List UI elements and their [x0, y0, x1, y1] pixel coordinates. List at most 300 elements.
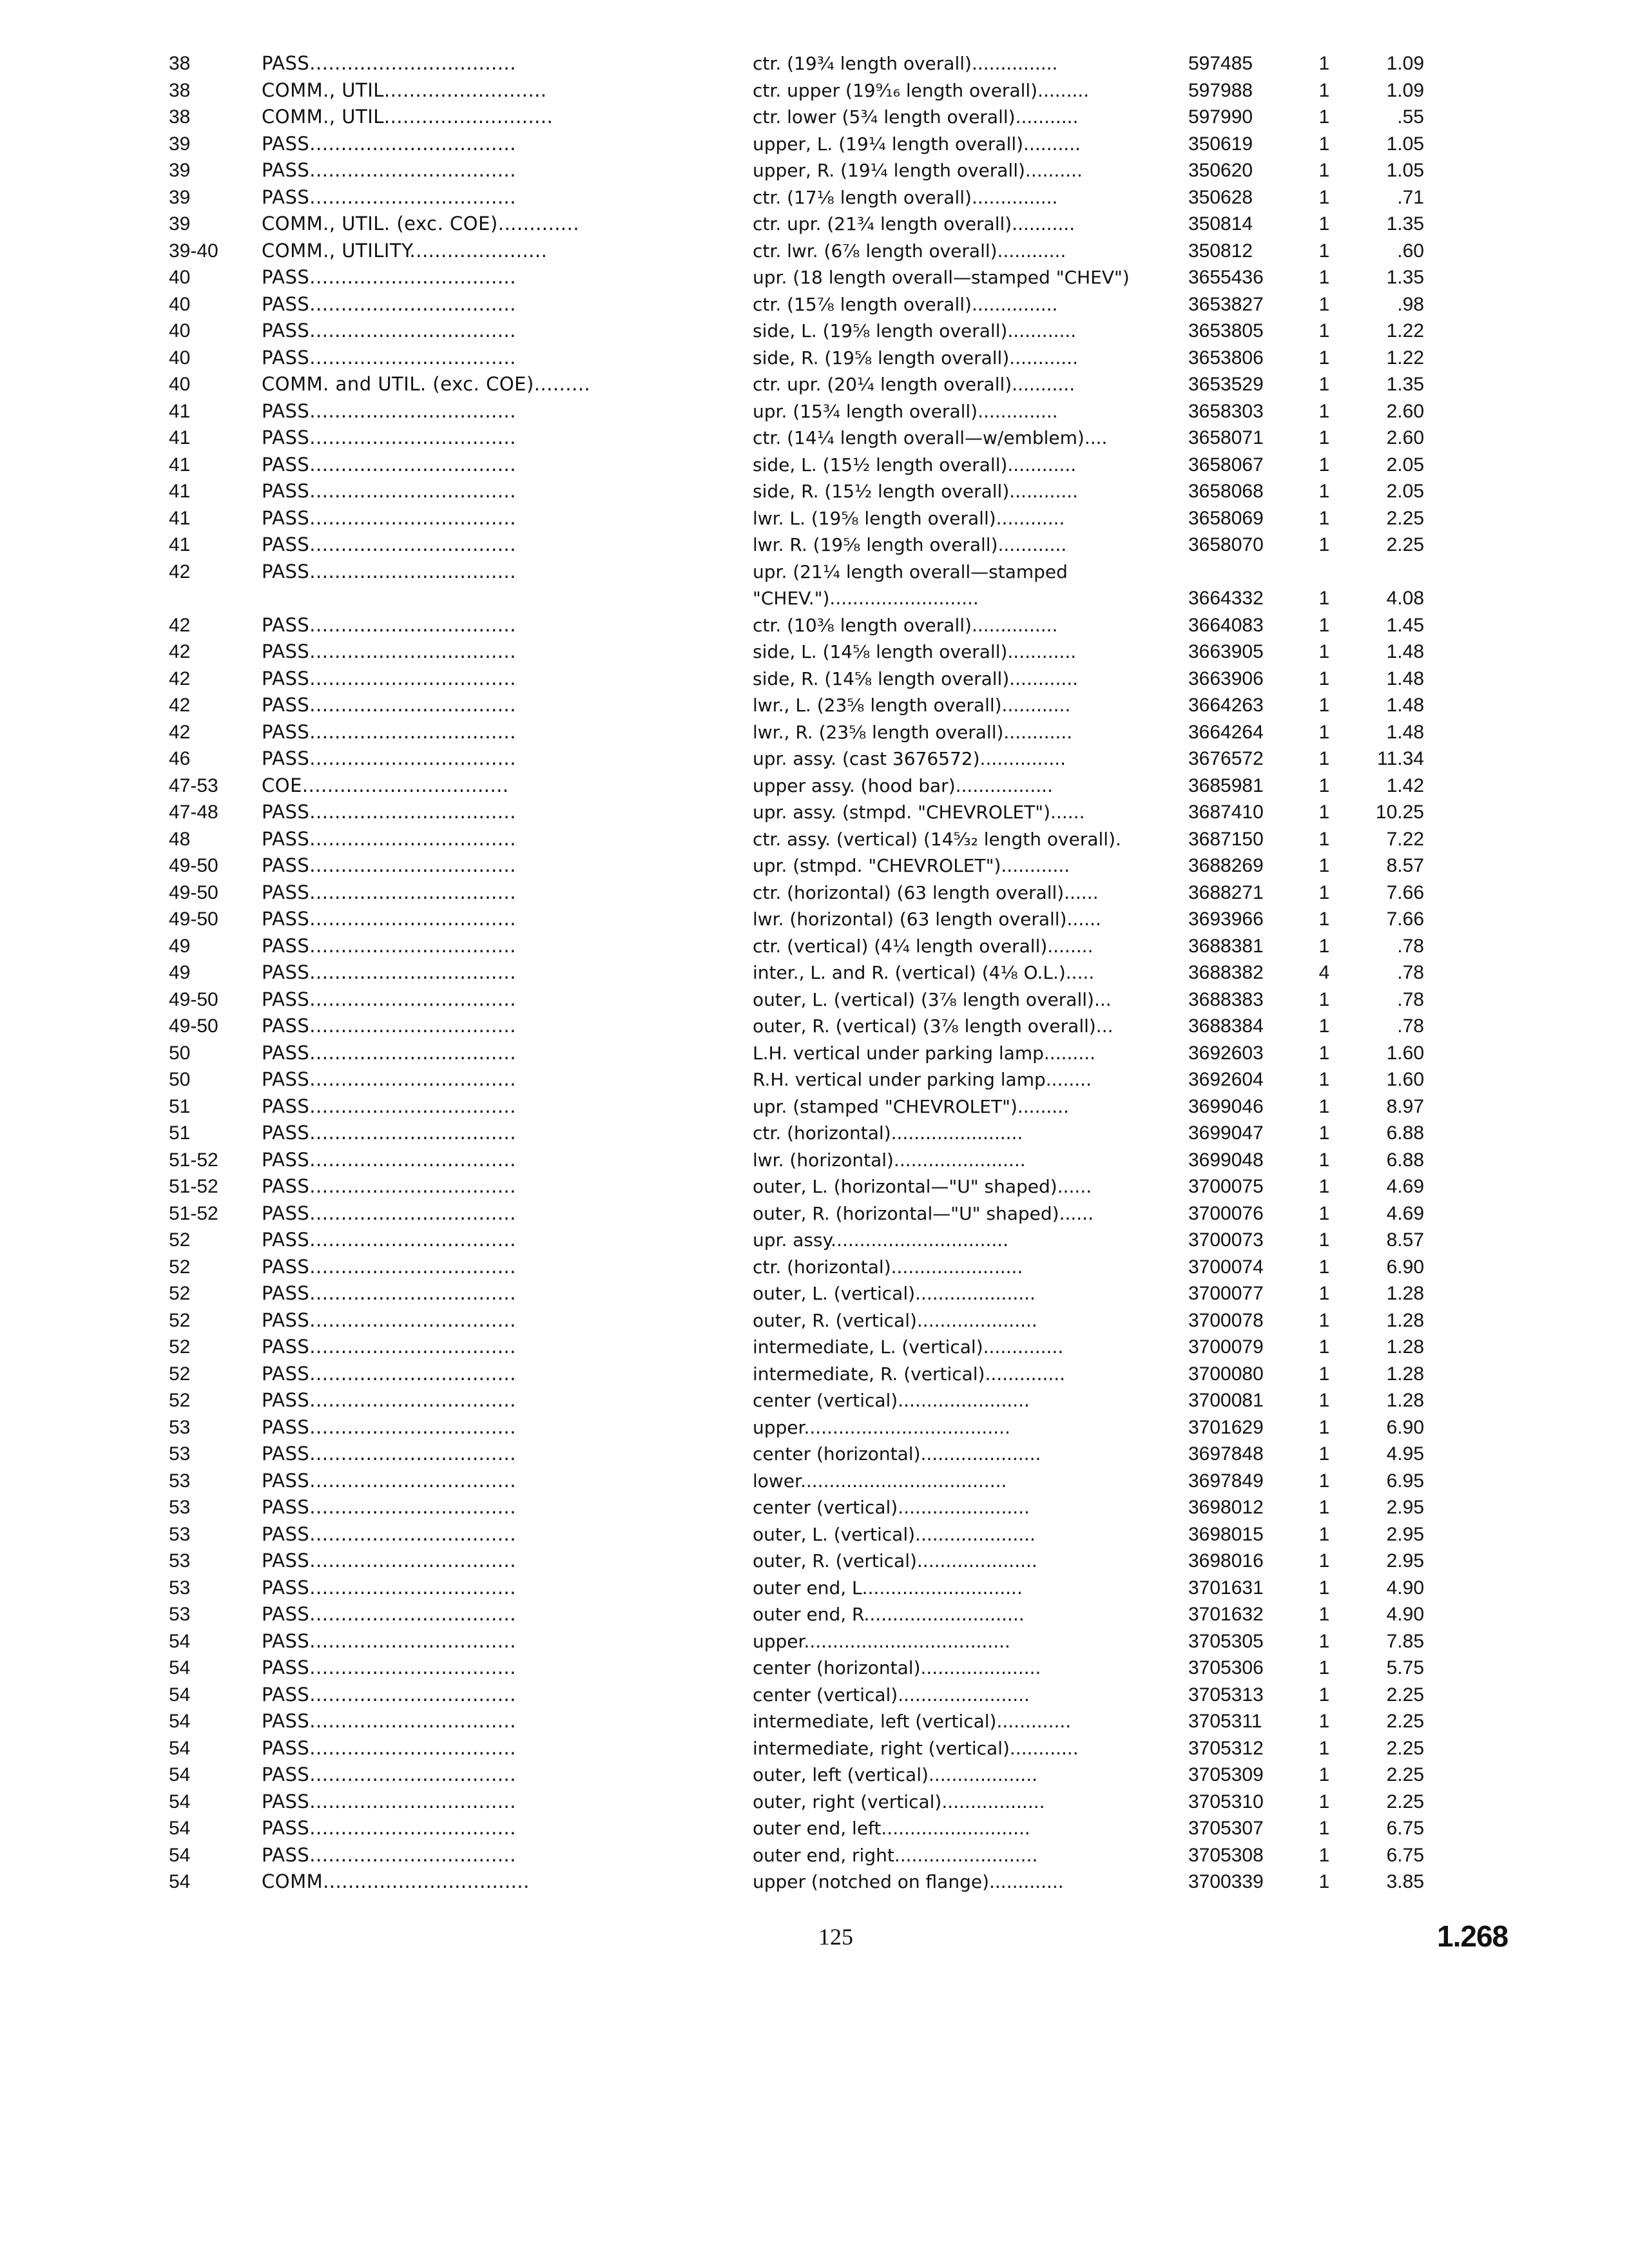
price-cell: 4.90: [1386, 1604, 1424, 1625]
description-cell: upper (notched on flange).............: [753, 1871, 1064, 1892]
year-cell: 53: [169, 1443, 191, 1465]
model-cell: COMM., UTILITY......................: [262, 239, 548, 262]
model-cell: PASS.................................: [262, 346, 516, 369]
year-cell: 52: [169, 1309, 191, 1331]
quantity-cell: 1: [1318, 1042, 1330, 1064]
price-cell: 1.28: [1386, 1283, 1424, 1304]
quantity-cell: 1: [1318, 988, 1330, 1010]
year-cell: 47-48: [169, 802, 218, 823]
year-cell: 50: [169, 1069, 191, 1090]
part-number-cell: 3676572: [1188, 748, 1264, 769]
year-cell: 38: [169, 53, 191, 74]
table-row: [0, 852, 1629, 879]
quantity-cell: 1: [1318, 106, 1330, 128]
quantity-cell: 1: [1318, 1122, 1330, 1144]
table-row: [0, 264, 1629, 291]
description-cell: R.H. vertical under parking lamp........: [753, 1069, 1092, 1090]
description-cell: ctr. upr. (21¾ length overall)...........: [753, 213, 1075, 235]
table-row: [0, 745, 1629, 773]
quantity-cell: 1: [1318, 400, 1330, 422]
part-number-cell: 3688383: [1188, 988, 1264, 1010]
part-number-cell: 3705313: [1188, 1684, 1264, 1706]
price-cell: 6.95: [1386, 1470, 1424, 1492]
quantity-cell: 1: [1318, 1871, 1330, 1892]
model-cell: COMM., UTIL..........................: [262, 79, 547, 101]
description-cell: outer end, R............................: [753, 1604, 1025, 1625]
quantity-cell: 1: [1318, 1309, 1330, 1331]
quantity-cell: 1: [1318, 748, 1330, 769]
table-row: [0, 692, 1629, 719]
quantity-cell: 1: [1318, 347, 1330, 369]
model-cell: PASS.................................: [262, 1282, 516, 1304]
description-cell: upr. (stmpd. "CHEVROLET")............: [753, 855, 1070, 876]
model-cell: PASS.................................: [262, 1309, 516, 1331]
part-number-cell: 3705309: [1188, 1764, 1264, 1785]
model-cell: PASS.................................: [262, 1041, 516, 1064]
model-cell: PASS.................................: [262, 1736, 516, 1759]
part-number-cell: 3700075: [1188, 1176, 1264, 1197]
part-number-cell: 3705306: [1188, 1657, 1264, 1678]
part-number-cell: 3688381: [1188, 935, 1264, 957]
description-cell: intermediate, left (vertical).............: [753, 1711, 1072, 1732]
price-cell: 1.48: [1386, 721, 1424, 743]
description-cell: ctr. (19¾ length overall)...............: [753, 53, 1058, 74]
part-number-cell: 3699047: [1188, 1122, 1264, 1144]
quantity-cell: 1: [1318, 1791, 1330, 1812]
year-cell: 54: [169, 1844, 191, 1866]
model-cell: PASS.................................: [262, 694, 516, 716]
year-cell: 49-50: [169, 988, 218, 1010]
year-cell: 49-50: [169, 1015, 218, 1037]
quantity-cell: 1: [1318, 828, 1330, 850]
year-cell: 40: [169, 320, 191, 341]
table-row: [0, 1842, 1629, 1869]
table-row: [0, 1601, 1629, 1628]
part-number-cell: 3655436: [1188, 267, 1264, 288]
model-cell: PASS.................................: [262, 1790, 516, 1812]
description-cell: lwr. (horizontal) (63 length overall)......: [753, 908, 1101, 930]
year-cell: 41: [169, 400, 191, 422]
quantity-cell: 1: [1318, 1015, 1330, 1037]
description-cell: center (horizontal).....................: [753, 1443, 1041, 1465]
price-cell: 1.60: [1386, 1069, 1424, 1090]
table-row: [0, 1815, 1629, 1842]
model-cell: PASS.................................: [262, 854, 516, 876]
part-number-cell: 3658303: [1188, 400, 1264, 422]
table-row: [0, 238, 1629, 265]
table-row: [0, 77, 1629, 104]
price-cell: 1.28: [1386, 1309, 1424, 1331]
description-cell-line2: "CHEV.")..........................: [753, 588, 979, 609]
description-cell: upr. assy...............................: [753, 1229, 1009, 1251]
description-cell: side, R. (14⅝ length overall)............: [753, 668, 1079, 689]
price-cell: 1.48: [1386, 695, 1424, 716]
part-number-cell: 3688271: [1188, 881, 1264, 903]
model-cell: PASS.................................: [262, 934, 516, 957]
quantity-cell: 1: [1318, 802, 1330, 823]
description-cell: ctr. lower (5¾ length overall)...........: [753, 106, 1079, 128]
year-cell: 39: [169, 133, 191, 155]
year-cell: 49-50: [169, 855, 218, 876]
year-cell: 54: [169, 1684, 191, 1706]
quantity-cell: 1: [1318, 1764, 1330, 1785]
part-number-cell: 3701632: [1188, 1604, 1264, 1625]
price-cell: 4.69: [1386, 1202, 1424, 1224]
part-number-cell: 3658070: [1188, 534, 1264, 555]
quantity-cell: 1: [1318, 133, 1330, 155]
part-number-cell: 3700076: [1188, 1202, 1264, 1224]
quantity-cell: 1: [1318, 1149, 1330, 1171]
year-cell: 53: [169, 1470, 191, 1492]
price-cell: 2.25: [1386, 1737, 1424, 1759]
description-cell: side, L. (14⅝ length overall)............: [753, 641, 1077, 662]
quantity-cell: 1: [1318, 588, 1330, 609]
price-cell: 1.35: [1386, 213, 1424, 235]
model-cell: PASS.................................: [262, 1202, 516, 1224]
part-number-cell: 3653806: [1188, 347, 1264, 369]
year-cell: 51: [169, 1095, 191, 1117]
year-cell: 54: [169, 1791, 191, 1812]
part-number-cell: 3653827: [1188, 293, 1264, 315]
model-cell: PASS.................................: [262, 747, 516, 769]
quantity-cell: 1: [1318, 855, 1330, 876]
price-cell: 2.95: [1386, 1550, 1424, 1571]
price-cell: 6.75: [1386, 1844, 1424, 1866]
description-cell: lwr. (horizontal).......................: [753, 1149, 1026, 1171]
price-cell: 4.69: [1386, 1176, 1424, 1197]
year-cell: 39: [169, 186, 191, 208]
part-number-cell: 3700073: [1188, 1229, 1264, 1251]
price-cell: .78: [1397, 962, 1424, 983]
table-row: [0, 1066, 1629, 1093]
price-cell: 2.25: [1386, 1684, 1424, 1706]
quantity-cell: 1: [1318, 1176, 1330, 1197]
table-row: [0, 371, 1629, 398]
part-number-cell: 3685981: [1188, 774, 1264, 796]
description-cell: outer, R. (horizontal—"U" shaped)......: [753, 1202, 1094, 1224]
price-cell: 1.09: [1386, 53, 1424, 74]
description-cell: ctr. (15⅞ length overall)...............: [753, 293, 1058, 315]
table-row: [0, 184, 1629, 211]
year-cell: 42: [169, 614, 191, 636]
table-row: [0, 345, 1629, 372]
price-cell: 8.97: [1386, 1095, 1424, 1117]
description-cell: lower....................................: [753, 1470, 1007, 1492]
part-number-cell: 3705307: [1188, 1818, 1264, 1839]
price-cell: 7.66: [1386, 908, 1424, 930]
description-cell: outer, left (vertical)...................: [753, 1764, 1037, 1785]
table-row: [0, 104, 1629, 131]
quantity-cell: 1: [1318, 1630, 1330, 1652]
description-cell: ctr. (vertical) (4¼ length overall)........: [753, 935, 1094, 957]
price-cell: 1.35: [1386, 267, 1424, 288]
quantity-cell: 1: [1318, 641, 1330, 662]
quantity-cell: 1: [1318, 1443, 1330, 1465]
year-cell: 40: [169, 374, 191, 395]
quantity-cell: 1: [1318, 1283, 1330, 1304]
price-cell: .78: [1397, 935, 1424, 957]
quantity-cell: 1: [1318, 160, 1330, 181]
part-number-cell: 3705311: [1188, 1711, 1262, 1732]
description-cell: outer, L. (horizontal—"U" shaped)......: [753, 1176, 1092, 1197]
model-cell: COE.................................: [262, 774, 509, 796]
quantity-cell: 1: [1318, 695, 1330, 716]
year-cell: 41: [169, 454, 191, 476]
model-cell: PASS.................................: [262, 613, 516, 636]
table-row: [0, 318, 1629, 345]
model-cell: PASS.................................: [262, 453, 516, 476]
part-number-cell: 3700080: [1188, 1363, 1264, 1385]
description-cell: lwr. L. (19⅝ length overall)............: [753, 507, 1065, 529]
price-cell: .78: [1397, 988, 1424, 1010]
year-cell: 53: [169, 1550, 191, 1571]
table-row: [0, 1200, 1629, 1227]
table-row: [0, 1227, 1629, 1254]
year-cell: 53: [169, 1577, 191, 1599]
price-cell: 7.85: [1386, 1630, 1424, 1652]
price-cell: 11.34: [1377, 748, 1424, 769]
description-cell: center (horizontal).....................: [753, 1657, 1041, 1678]
year-cell: 54: [169, 1630, 191, 1652]
table-row: [0, 799, 1629, 826]
part-number-cell: 3664263: [1188, 695, 1264, 716]
part-number-cell: 3705305: [1188, 1630, 1264, 1652]
model-cell: PASS.................................: [262, 1122, 516, 1144]
model-cell: PASS.................................: [262, 1148, 516, 1171]
quantity-cell: 1: [1318, 908, 1330, 930]
quantity-cell: 1: [1318, 240, 1330, 262]
part-number-cell: 3701629: [1188, 1416, 1264, 1438]
model-cell: PASS.................................: [262, 1496, 516, 1518]
year-cell: 52: [169, 1256, 191, 1278]
quantity-cell: 1: [1318, 668, 1330, 689]
quantity-cell: 1: [1318, 1844, 1330, 1866]
part-number-cell: 3700074: [1188, 1256, 1264, 1278]
table-row: [0, 1254, 1629, 1281]
year-cell: 52: [169, 1229, 191, 1251]
year-cell: 49: [169, 935, 191, 957]
description-cell: lwr., L. (23⅝ length overall)............: [753, 695, 1071, 716]
part-number-cell: 350628: [1188, 186, 1253, 208]
table-row: [0, 1280, 1629, 1307]
quantity-cell: 1: [1318, 1523, 1330, 1545]
part-number-cell: 3705308: [1188, 1844, 1264, 1866]
model-cell: PASS.................................: [262, 1523, 516, 1545]
part-number-cell: 3688269: [1188, 855, 1264, 876]
price-cell: 10.25: [1375, 802, 1424, 823]
model-cell: PASS.................................: [262, 1657, 516, 1678]
description-cell: upper....................................: [753, 1630, 1010, 1652]
year-cell: 40: [169, 347, 191, 369]
part-number-cell: 3658071: [1188, 427, 1264, 448]
table-row: [0, 1735, 1629, 1762]
price-cell: 2.95: [1386, 1523, 1424, 1545]
model-cell: PASS.................................: [262, 988, 516, 1010]
quantity-cell: 1: [1318, 534, 1330, 555]
part-number-cell: 597485: [1188, 53, 1253, 74]
description-cell: center (vertical).......................: [753, 1390, 1030, 1411]
price-cell: 2.25: [1386, 507, 1424, 529]
part-number-cell: 350619: [1188, 133, 1253, 155]
year-cell: 52: [169, 1336, 191, 1358]
description-cell: intermediate, R. (vertical)..............: [753, 1363, 1066, 1385]
quantity-cell: 1: [1318, 1069, 1330, 1090]
quantity-cell: 1: [1318, 53, 1330, 74]
price-cell: 7.22: [1386, 828, 1424, 850]
table-row: [0, 1173, 1629, 1200]
quantity-cell: 1: [1318, 79, 1330, 101]
price-cell: .55: [1397, 106, 1424, 128]
model-cell: PASS.................................: [262, 1763, 516, 1785]
year-cell: 49: [169, 962, 191, 983]
model-cell: PASS.................................: [262, 320, 516, 341]
model-cell: PASS.................................: [262, 961, 516, 983]
price-cell: 1.09: [1386, 79, 1424, 101]
price-cell: 1.48: [1386, 641, 1424, 662]
quantity-cell: 1: [1318, 1416, 1330, 1438]
model-cell: PASS.................................: [262, 1068, 516, 1090]
description-cell: inter., L. and R. (vertical) (4⅛ O.L.).....: [753, 962, 1095, 983]
table-row: [0, 1789, 1629, 1816]
year-cell: 51-52: [169, 1176, 218, 1197]
table-row: [0, 1628, 1629, 1655]
quantity-cell: 1: [1318, 1497, 1330, 1518]
price-cell: 1.05: [1386, 160, 1424, 181]
quantity-cell: 1: [1318, 1737, 1330, 1759]
description-cell: outer, R. (vertical) (3⅞ length overall)...: [753, 1015, 1113, 1037]
price-cell: 4.95: [1386, 1443, 1424, 1465]
table-row: [0, 131, 1629, 158]
year-cell: 52: [169, 1283, 191, 1304]
year-cell: 53: [169, 1523, 191, 1545]
description-cell: outer, L. (vertical).....................: [753, 1283, 1036, 1304]
table-row: [0, 1334, 1629, 1361]
table-row: [0, 1682, 1629, 1709]
table-row: [0, 1013, 1629, 1040]
part-number-cell: 597990: [1188, 106, 1253, 128]
price-cell: 1.42: [1386, 774, 1424, 796]
table-row: [0, 505, 1629, 532]
quantity-cell: 1: [1318, 213, 1330, 235]
page-number: 125: [818, 1924, 853, 1950]
model-cell: PASS.................................: [262, 1336, 516, 1358]
part-number-cell: 3700079: [1188, 1336, 1264, 1358]
table-row: [0, 1521, 1629, 1548]
description-cell: upper, L. (19¼ length overall)..........: [753, 133, 1081, 155]
part-number-cell: 3699048: [1188, 1149, 1264, 1171]
price-cell: 4.90: [1386, 1577, 1424, 1599]
part-number-cell: 3700078: [1188, 1309, 1264, 1331]
description-cell: center (vertical).......................: [753, 1684, 1030, 1706]
quantity-cell: 1: [1318, 1657, 1330, 1678]
description-cell: ctr. (17⅛ length overall)...............: [753, 186, 1058, 208]
year-cell: 54: [169, 1818, 191, 1839]
price-cell: 2.60: [1386, 427, 1424, 448]
price-cell: 3.85: [1386, 1871, 1424, 1892]
year-cell: 38: [169, 106, 191, 128]
year-cell: 41: [169, 507, 191, 529]
table-row: [0, 639, 1629, 666]
model-cell: PASS.................................: [262, 1603, 516, 1625]
description-cell: side, R. (19⅝ length overall)............: [753, 347, 1079, 369]
model-cell: PASS.................................: [262, 1576, 516, 1599]
table-row: [0, 1548, 1629, 1575]
part-number-cell: 3664083: [1188, 614, 1264, 636]
price-cell: 2.95: [1386, 1497, 1424, 1518]
model-cell: PASS.................................: [262, 720, 516, 743]
year-cell: 42: [169, 695, 191, 716]
part-number-cell: 3658067: [1188, 454, 1264, 476]
model-cell: PASS.................................: [262, 1015, 516, 1037]
year-cell: 50: [169, 1042, 191, 1064]
model-cell: PASS.................................: [262, 132, 516, 155]
table-row: [0, 1655, 1629, 1682]
quantity-cell: 1: [1318, 267, 1330, 288]
description-cell: outer, R. (vertical).....................: [753, 1550, 1037, 1571]
table-row: [0, 879, 1629, 907]
table-row: [0, 559, 1629, 612]
price-cell: 1.60: [1386, 1042, 1424, 1064]
year-cell: 42: [169, 721, 191, 743]
price-cell: 1.48: [1386, 668, 1424, 689]
price-cell: 1.05: [1386, 133, 1424, 155]
quantity-cell: 1: [1318, 1390, 1330, 1411]
quantity-cell: 1: [1318, 427, 1330, 448]
price-cell: 2.25: [1386, 534, 1424, 555]
part-number-cell: 3663906: [1188, 668, 1264, 689]
description-cell: intermediate, L. (vertical)..............: [753, 1336, 1064, 1358]
price-cell: 2.25: [1386, 1711, 1424, 1732]
description-cell: upr. (15¾ length overall)..............: [753, 400, 1058, 422]
description-cell: outer end, right.........................: [753, 1844, 1038, 1866]
part-number-cell: 3699046: [1188, 1095, 1264, 1117]
price-cell: 2.05: [1386, 481, 1424, 502]
part-number-cell: 597988: [1188, 79, 1253, 101]
part-number-cell: 3700081: [1188, 1390, 1264, 1411]
model-cell: PASS.................................: [262, 1629, 516, 1652]
table-row: [0, 1468, 1629, 1495]
description-cell: upr. assy. (cast 3676572)...............: [753, 748, 1066, 769]
model-cell: PASS.................................: [262, 427, 516, 448]
year-cell: 49-50: [169, 908, 218, 930]
quantity-cell: 1: [1318, 1604, 1330, 1625]
quantity-cell: 1: [1318, 774, 1330, 796]
model-cell: PASS.................................: [262, 908, 516, 930]
table-row: [0, 452, 1629, 479]
quantity-cell: 1: [1318, 507, 1330, 529]
part-number-cell: 350812: [1188, 240, 1253, 262]
quantity-cell: 1: [1318, 1470, 1330, 1492]
model-cell: PASS.................................: [262, 1416, 516, 1438]
quantity-cell: 1: [1318, 481, 1330, 502]
model-cell: PASS.................................: [262, 1443, 516, 1465]
part-number-cell: 3688382: [1188, 962, 1264, 983]
price-cell: 8.57: [1386, 1229, 1424, 1251]
description-cell: center (vertical).......................: [753, 1497, 1030, 1518]
part-number-cell: 350814: [1188, 213, 1253, 235]
description-cell: ctr. upper (19⁹⁄₁₆ length overall).........: [753, 79, 1090, 101]
table-row: [0, 398, 1629, 425]
year-cell: 54: [169, 1764, 191, 1785]
model-cell: PASS.................................: [262, 640, 516, 662]
description-cell: ctr. (14¼ length overall—w/emblem)....: [753, 427, 1108, 448]
table-row: [0, 291, 1629, 318]
part-number-cell: 3700339: [1188, 1871, 1264, 1892]
model-cell: COMM., UTIL. (exc. COE).............: [262, 213, 580, 235]
part-number-cell: 3698016: [1188, 1550, 1264, 1571]
year-cell: 42: [169, 641, 191, 662]
table-row: [0, 1575, 1629, 1602]
